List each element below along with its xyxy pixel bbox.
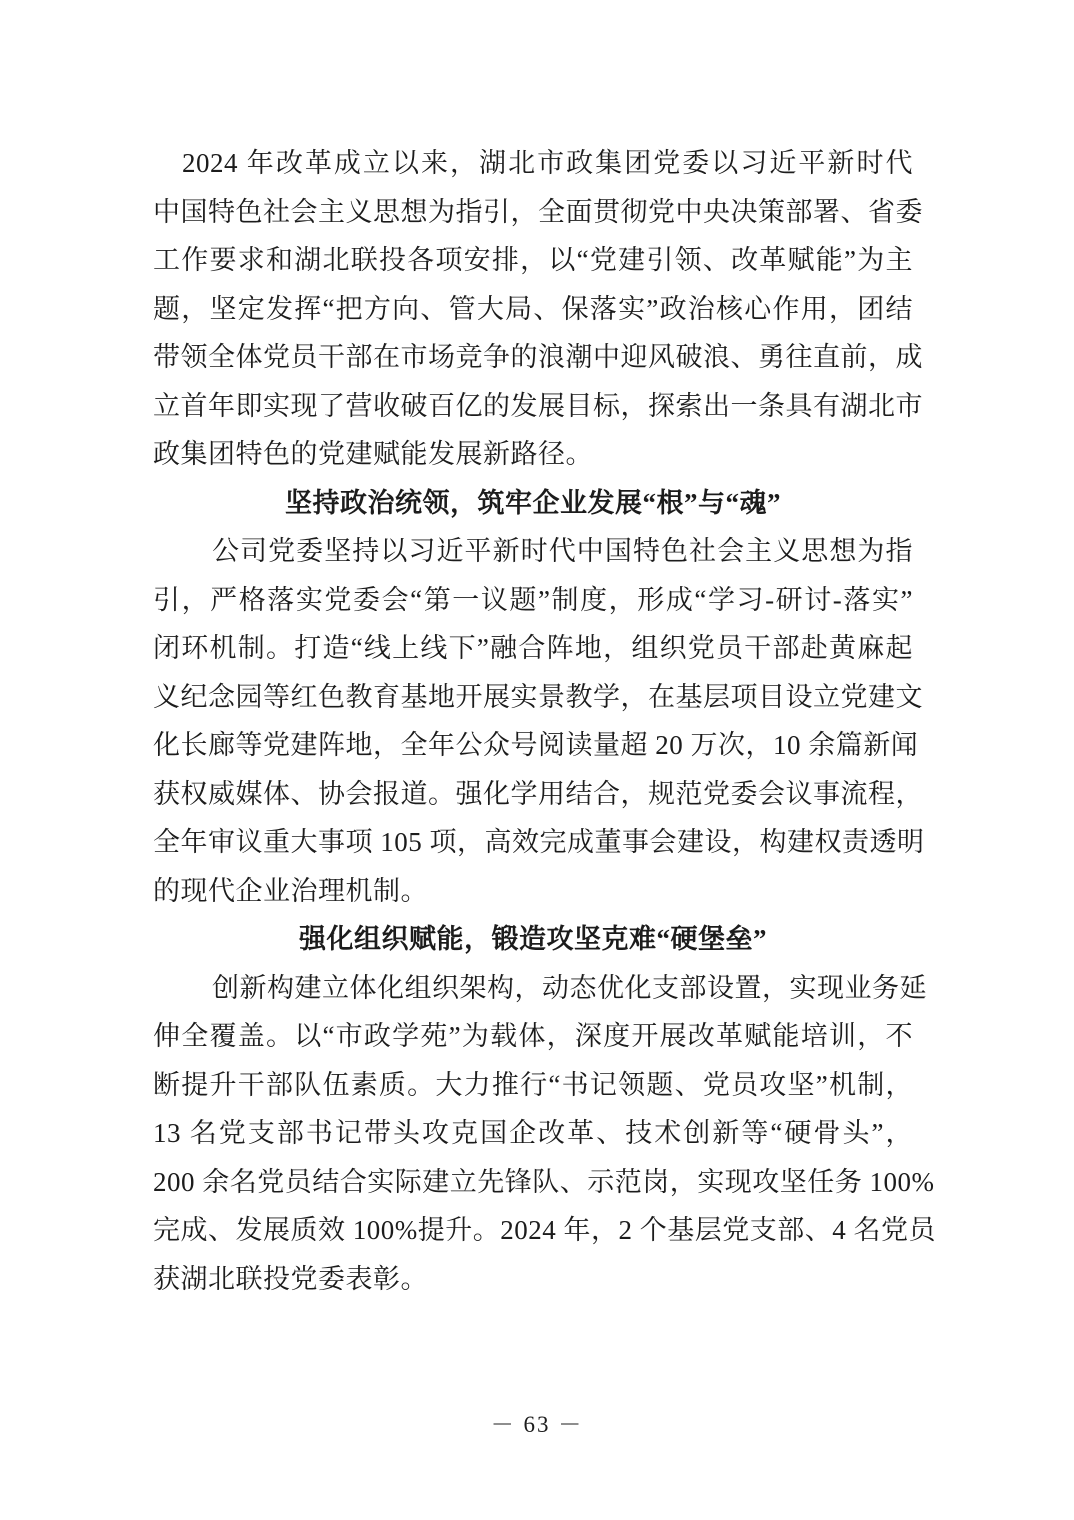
paragraph-line: 政集团特色的党建赋能发展新路径。 (153, 439, 593, 469)
paragraph-line: 获权威媒体、协会报道。强化学用结合，规范党委会议事流程， (153, 778, 923, 809)
paragraph-line: 引，严格落实党委会“第一议题”制度，形成“学习-研讨-落实” (153, 584, 913, 615)
paragraph-line: 中国特色社会主义思想为指引，全面贯彻党中央决策部署、省委 (153, 196, 923, 227)
paragraph-line: 13 名党支部书记带头攻克国企改革、技术创新等“硬骨头”， (153, 1118, 913, 1148)
paragraph-line: 断提升干部队伍素质。大力推行“书记领题、党员攻坚”机制， (153, 1069, 913, 1100)
paragraph-line: 题，坚定发挥“把方向、管大局、保落实”政治核心作用，团结 (153, 293, 913, 324)
paragraph-line: 的现代企业治理机制。 (153, 875, 428, 906)
paragraph-line: 立首年即实现了营收破百亿的发展目标，探索出一条具有湖北市 (153, 390, 923, 421)
paragraph-line: 200 余名党员结合实际建立先锋队、示范岗，实现攻坚任务 100% (153, 1166, 935, 1197)
page-number: － 63 － (490, 1412, 584, 1437)
paragraph-line: 获湖北联投党委表彰。 (153, 1263, 428, 1294)
paragraph-line: 创新构建立体化组织架构，动态优化支部设置，实现业务延 (212, 972, 927, 1003)
paragraph-line: 带领全体党员干部在市场竞争的浪潮中迎风破浪、勇往直前，成 (153, 342, 923, 372)
section-heading: 坚持政治统领，筑牢企业发展“根”与“魂” (285, 487, 781, 518)
paragraph-line: 闭环机制。打造“线上线下”融合阵地，组织党员干部赴黄麻起 (153, 633, 913, 663)
paragraph-line: 完成、发展质效 100%提升。2024 年，2 个基层党支部、4 名党员 (153, 1215, 936, 1245)
section-heading: 强化组织赋能，锻造攻坚克难“硬堡垒” (299, 924, 767, 954)
paragraph-line: 义纪念园等红色教育基地开展实景教学，在基层项目设立党建文 (153, 681, 923, 712)
paragraph-line: 全年审议重大事项 105 项，高效完成董事会建设，构建权责透明 (153, 827, 925, 857)
document-body (153, 139, 936, 1303)
paragraph-line: 工作要求和湖北联投各项安排，以“党建引领、改革赋能”为主 (153, 245, 913, 275)
paragraph-line: 化长廊等党建阵地，全年公众号阅读量超 20 万次，10 余篇新闻 (153, 730, 919, 760)
paragraph-line: 公司党委坚持以习近平新时代中国特色社会主义思想为指 (212, 536, 913, 566)
paragraph-line: 2024 年改革成立以来，湖北市政集团党委以习近平新时代 (182, 148, 913, 178)
paragraph-line: 伸全覆盖。以“市政学苑”为载体，深度开展改革赋能培训，不 (153, 1021, 913, 1051)
